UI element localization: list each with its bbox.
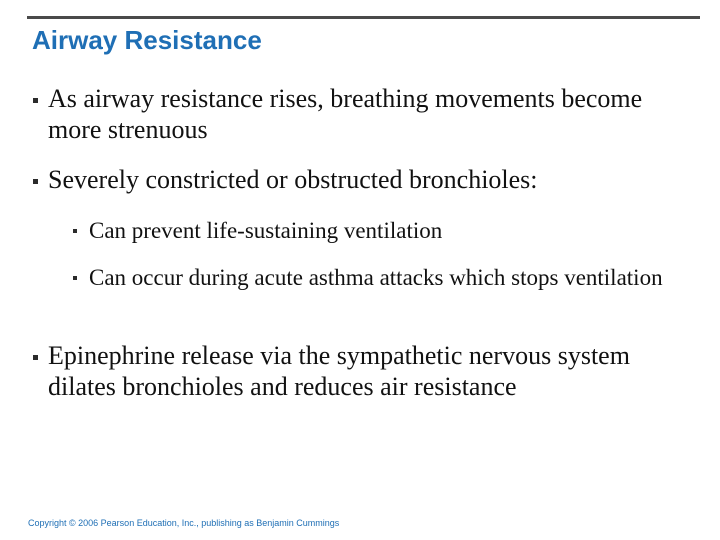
bullet-3 [48, 341, 658, 402]
bullet-2 [48, 165, 668, 196]
bullet-text: Severely constricted or obstructed bronchioles: [48, 165, 538, 194]
bullet-marker-icon [73, 229, 77, 233]
bullet-marker-icon [33, 179, 38, 184]
sub-bullet-1 [89, 217, 689, 244]
bullet-text: Can occur during acute asthma attacks which stops ventilation [89, 265, 663, 290]
bullet-marker-icon [73, 276, 77, 280]
copyright-footer: Copyright © 2006 Pearson Education, Inc., publishing as Benjamin Cummings [28, 518, 340, 528]
bullet-marker-icon [33, 355, 38, 360]
top-rule [27, 16, 700, 19]
bullet-text: Epinephrine release via the sympathetic nervous system dilates bronchioles and reduces air resistance [48, 341, 630, 401]
bullet-text: Can prevent life-sustaining ventilation [89, 218, 443, 243]
slide-title: Airway Resistance [32, 25, 262, 55]
bullet-marker-icon [33, 98, 38, 103]
sub-bullet-2 [89, 264, 679, 291]
bullet-text: As airway resistance rises, breathing movements become more strenuous [48, 84, 643, 144]
bullet-1 [48, 84, 648, 145]
